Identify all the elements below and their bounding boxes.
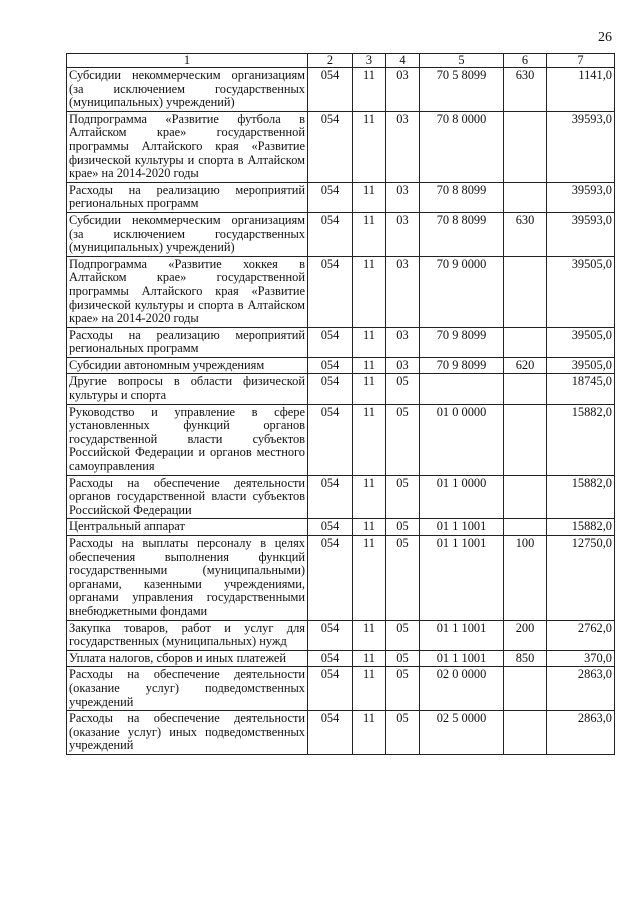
- description-cell: Подпрограмма «Развитие футбола в Алтайском крае» государственной программы Алтайского края «Развитие физической культуры и спорта в Алтайском крае» на 2014-2020 годы: [67, 111, 308, 182]
- subsection-cell: 03: [386, 111, 420, 182]
- amount-cell: 39593,0: [547, 182, 615, 212]
- subsection-cell: 03: [386, 182, 420, 212]
- section-cell: 11: [353, 374, 386, 404]
- subsection-cell: 03: [386, 256, 420, 327]
- amount-cell: 12750,0: [547, 536, 615, 621]
- section-cell: 11: [353, 212, 386, 256]
- table-row: [67, 620, 615, 650]
- description-cell: Субсидии некоммерческим организациям (за исключением государственных (муниципальных) учреждений): [67, 212, 308, 256]
- subsection-cell: 05: [386, 475, 420, 519]
- ministry-code-cell: 054: [308, 711, 353, 755]
- ministry-code-cell: 054: [308, 327, 353, 357]
- amount-cell: 2863,0: [547, 667, 615, 711]
- expense-type-cell: [504, 667, 547, 711]
- description-cell: Центральный аппарат: [67, 519, 308, 536]
- section-cell: 11: [353, 519, 386, 536]
- section-cell: 11: [353, 256, 386, 327]
- table-row: [67, 111, 615, 182]
- description-cell: Расходы на реализацию мероприятий региональных программ: [67, 327, 308, 357]
- target-article-cell: 70 9 8099: [420, 357, 504, 374]
- table-row: [67, 711, 615, 755]
- subsection-cell: 03: [386, 357, 420, 374]
- ministry-code-cell: 054: [308, 536, 353, 621]
- table-row: [67, 519, 615, 536]
- table-row: [67, 374, 615, 404]
- budget-table: [66, 53, 615, 755]
- expense-type-cell: [504, 182, 547, 212]
- subsection-cell: 05: [386, 404, 420, 475]
- table-row: [67, 404, 615, 475]
- section-cell: 11: [353, 111, 386, 182]
- table-row: [67, 212, 615, 256]
- description-cell: Расходы на обеспечение деятельности (оказание услуг) иных подведомственных учреждений: [67, 711, 308, 755]
- table-row: [67, 256, 615, 327]
- ministry-code-cell: 054: [308, 256, 353, 327]
- target-article-cell: 01 1 1001: [420, 519, 504, 536]
- subsection-cell: 03: [386, 212, 420, 256]
- section-cell: 11: [353, 68, 386, 112]
- section-cell: 11: [353, 650, 386, 667]
- description-cell: Расходы на обеспечение деятельности органов государственной власти субъектов Российской Федерации: [67, 475, 308, 519]
- subsection-cell: 05: [386, 519, 420, 536]
- expense-type-cell: 630: [504, 212, 547, 256]
- amount-cell: 39593,0: [547, 111, 615, 182]
- description-cell: Субсидии некоммерческим организациям (за исключением государственных (муниципальных) учреждений): [67, 68, 308, 112]
- expense-type-cell: 100: [504, 536, 547, 621]
- target-article-cell: 01 1 1001: [420, 620, 504, 650]
- target-article-cell: 70 8 0000: [420, 111, 504, 182]
- expense-type-cell: [504, 519, 547, 536]
- header-cell: 2: [308, 54, 353, 68]
- description-cell: Расходы на обеспечение деятельности (оказание услуг) подведомственных учреждений: [67, 667, 308, 711]
- section-cell: 11: [353, 475, 386, 519]
- expense-type-cell: 850: [504, 650, 547, 667]
- ministry-code-cell: 054: [308, 212, 353, 256]
- expense-type-cell: [504, 404, 547, 475]
- ministry-code-cell: 054: [308, 182, 353, 212]
- description-cell: Расходы на выплаты персоналу в целях обеспечения выполнения функций государственными (муниципальными) органами, казенными учреждениями, органами управления государственными внебюджетными фондами: [67, 536, 308, 621]
- expense-type-cell: [504, 711, 547, 755]
- description-cell: Расходы на реализацию мероприятий региональных программ: [67, 182, 308, 212]
- amount-cell: 2863,0: [547, 711, 615, 755]
- subsection-cell: 03: [386, 68, 420, 112]
- amount-cell: 39505,0: [547, 327, 615, 357]
- expense-type-cell: 200: [504, 620, 547, 650]
- section-cell: 11: [353, 182, 386, 212]
- ministry-code-cell: 054: [308, 357, 353, 374]
- amount-cell: 15882,0: [547, 475, 615, 519]
- expense-type-cell: [504, 374, 547, 404]
- page-number: 26: [598, 30, 612, 45]
- section-cell: 11: [353, 536, 386, 621]
- table-row: [67, 357, 615, 374]
- target-article-cell: 70 8 8099: [420, 182, 504, 212]
- expense-type-cell: [504, 475, 547, 519]
- target-article-cell: 70 5 8099: [420, 68, 504, 112]
- section-cell: 11: [353, 620, 386, 650]
- ministry-code-cell: 054: [308, 374, 353, 404]
- target-article-cell: 01 1 0000: [420, 475, 504, 519]
- table-row: [67, 182, 615, 212]
- expense-type-cell: 630: [504, 68, 547, 112]
- description-cell: Другие вопросы в области физической культуры и спорта: [67, 374, 308, 404]
- table-row: [67, 650, 615, 667]
- table-row: [67, 327, 615, 357]
- amount-cell: 39505,0: [547, 357, 615, 374]
- target-article-cell: 01 1 1001: [420, 536, 504, 621]
- ministry-code-cell: 054: [308, 475, 353, 519]
- subsection-cell: 05: [386, 711, 420, 755]
- amount-cell: 15882,0: [547, 519, 615, 536]
- amount-cell: 370,0: [547, 650, 615, 667]
- table-row: [67, 68, 615, 112]
- ministry-code-cell: 054: [308, 620, 353, 650]
- subsection-cell: 03: [386, 327, 420, 357]
- ministry-code-cell: 054: [308, 404, 353, 475]
- header-cell: 1: [67, 54, 308, 68]
- ministry-code-cell: 054: [308, 650, 353, 667]
- table-body: [67, 68, 615, 755]
- subsection-cell: 05: [386, 620, 420, 650]
- header-cell: 6: [504, 54, 547, 68]
- subsection-cell: 05: [386, 536, 420, 621]
- section-cell: 11: [353, 404, 386, 475]
- header-cell: 7: [547, 54, 615, 68]
- target-article-cell: 70 9 8099: [420, 327, 504, 357]
- target-article-cell: [420, 374, 504, 404]
- subsection-cell: 05: [386, 667, 420, 711]
- description-cell: Субсидии автономным учреждениям: [67, 357, 308, 374]
- table-row: [67, 667, 615, 711]
- target-article-cell: 02 0 0000: [420, 667, 504, 711]
- section-cell: 11: [353, 667, 386, 711]
- amount-cell: 2762,0: [547, 620, 615, 650]
- description-cell: Уплата налогов, сборов и иных платежей: [67, 650, 308, 667]
- description-cell: Подпрограмма «Развитие хоккея в Алтайском крае» государственной программы Алтайского края «Развитие физической культуры и спорта в Алтайском крае» на 2014-2020 годы: [67, 256, 308, 327]
- table-row: [67, 536, 615, 621]
- ministry-code-cell: 054: [308, 667, 353, 711]
- expense-type-cell: 620: [504, 357, 547, 374]
- subsection-cell: 05: [386, 374, 420, 404]
- target-article-cell: 01 0 0000: [420, 404, 504, 475]
- header-cell: 5: [420, 54, 504, 68]
- amount-cell: 39505,0: [547, 256, 615, 327]
- header-cell: 3: [353, 54, 386, 68]
- ministry-code-cell: 054: [308, 68, 353, 112]
- expense-type-cell: [504, 111, 547, 182]
- expense-type-cell: [504, 327, 547, 357]
- section-cell: 11: [353, 711, 386, 755]
- ministry-code-cell: 054: [308, 111, 353, 182]
- header-cell: 4: [386, 54, 420, 68]
- amount-cell: 15882,0: [547, 404, 615, 475]
- amount-cell: 39593,0: [547, 212, 615, 256]
- section-cell: 11: [353, 327, 386, 357]
- description-cell: Руководство и управление в сфере установленных функций органов государственной власти субъектов Российской Федерации и органов местного самоуправления: [67, 404, 308, 475]
- table-row: [67, 475, 615, 519]
- ministry-code-cell: 054: [308, 519, 353, 536]
- section-cell: 11: [353, 357, 386, 374]
- amount-cell: 18745,0: [547, 374, 615, 404]
- subsection-cell: 05: [386, 650, 420, 667]
- target-article-cell: 01 1 1001: [420, 650, 504, 667]
- target-article-cell: 70 9 0000: [420, 256, 504, 327]
- expense-type-cell: [504, 256, 547, 327]
- amount-cell: 1141,0: [547, 68, 615, 112]
- target-article-cell: 70 8 8099: [420, 212, 504, 256]
- header-row: [67, 54, 615, 68]
- description-cell: Закупка товаров, работ и услуг для государственных (муниципальных) нужд: [67, 620, 308, 650]
- target-article-cell: 02 5 0000: [420, 711, 504, 755]
